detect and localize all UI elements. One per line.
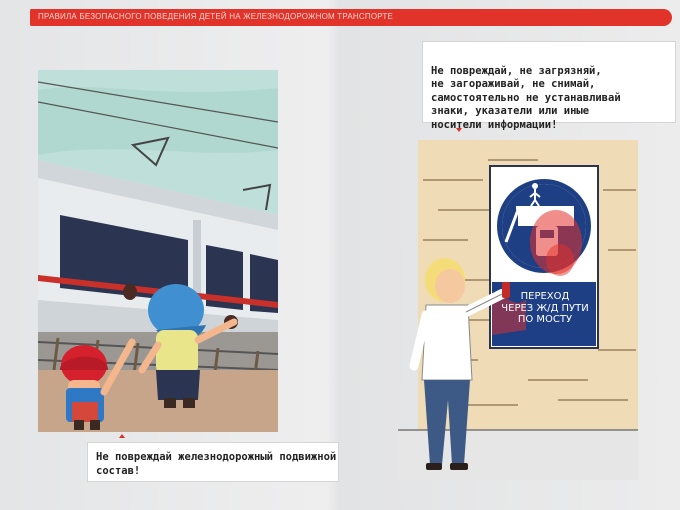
left-caption xyxy=(87,442,339,482)
right-caption-text: Не повреждай, не загрязняй, не загораживай, не снимай, самостоятельно не устанавливай знаки, указатели или иные носители информации! xyxy=(431,64,621,131)
left-caption-marker xyxy=(119,434,125,438)
header-title: ПРАВИЛА БЕЗОПАСНОГО ПОВЕДЕНИЯ ДЕТЕЙ НА ЖЕЛЕЗНОДОРОЖНОМ ТРАНСПОРТЕ xyxy=(38,12,394,21)
right-caption xyxy=(422,41,676,131)
left-caption-text: Не повреждай железнодорожный подвижной состав! xyxy=(96,451,337,477)
sign-label: ПЕРЕХОД ЧЕРЕЗ Ж/Д ПУТИ ПО МОСТУ xyxy=(501,291,589,325)
header-bar xyxy=(30,9,672,26)
illustration-children-train xyxy=(38,70,278,432)
